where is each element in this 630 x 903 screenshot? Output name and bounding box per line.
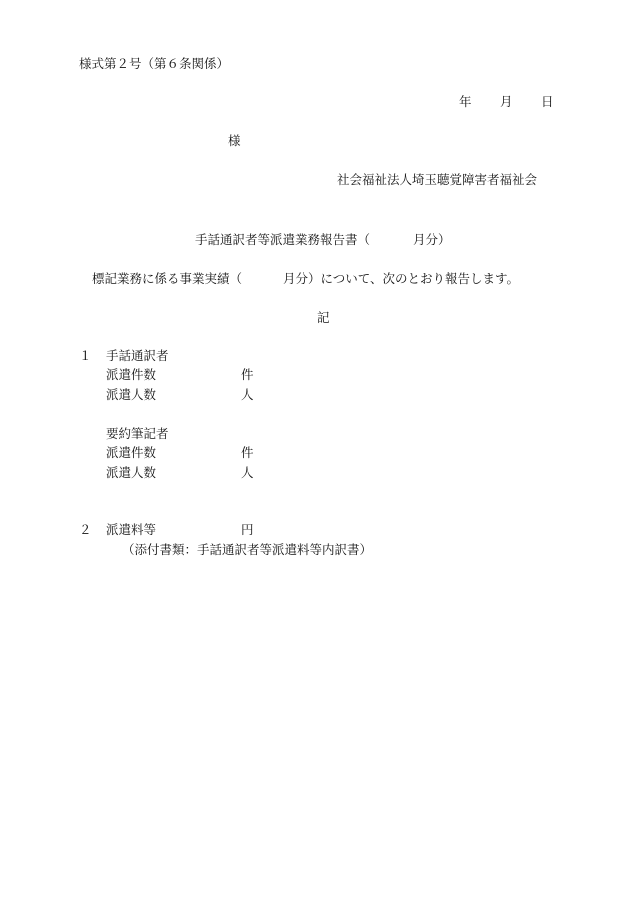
intro-text-suffix: 月分）について、次のとおり報告します。 <box>283 271 520 286</box>
attachment-note: （添付書類：手話通訳者等派遣料等内訳書） <box>122 542 373 557</box>
date-year-label: 年 <box>459 94 472 109</box>
section-2-number: ２ <box>79 522 92 537</box>
section-2-fee-unit: 円 <box>241 522 254 537</box>
date-month-label: 月 <box>500 94 513 109</box>
date-day-label: 日 <box>541 94 554 109</box>
sender-organization: 社会福祉法人埼玉聴覚障害者福祉会 <box>337 172 538 187</box>
form-number: 様式第２号（第６条関係） <box>79 56 230 71</box>
group-1-dispatch-count-label: 派遣件数 <box>106 367 157 382</box>
section-1-group-1-heading: 手話通訳者 <box>106 348 169 363</box>
group-2-dispatch-count-unit: 件 <box>241 445 254 460</box>
report-title-prefix: 手話通訳者等派遣業務報告書（ <box>195 232 371 247</box>
group-2-dispatch-people-unit: 人 <box>241 465 254 480</box>
group-1-dispatch-people-unit: 人 <box>241 387 254 402</box>
report-title-suffix: 月分） <box>413 232 451 247</box>
group-2-dispatch-people-label: 派遣人数 <box>106 465 157 480</box>
group-1-dispatch-people-label: 派遣人数 <box>106 387 157 402</box>
section-1-number: １ <box>79 348 92 363</box>
group-2-dispatch-count-label: 派遣件数 <box>106 445 157 460</box>
section-2-fee-label: 派遣料等 <box>106 522 157 537</box>
section-1-group-2-heading: 要約筆記者 <box>106 426 169 441</box>
ki-heading: 記 <box>317 310 330 325</box>
group-1-dispatch-count-unit: 件 <box>241 367 254 382</box>
addressee-suffix: 様 <box>228 133 241 148</box>
intro-text-prefix: 標記業務に係る事業実績（ <box>92 271 243 286</box>
